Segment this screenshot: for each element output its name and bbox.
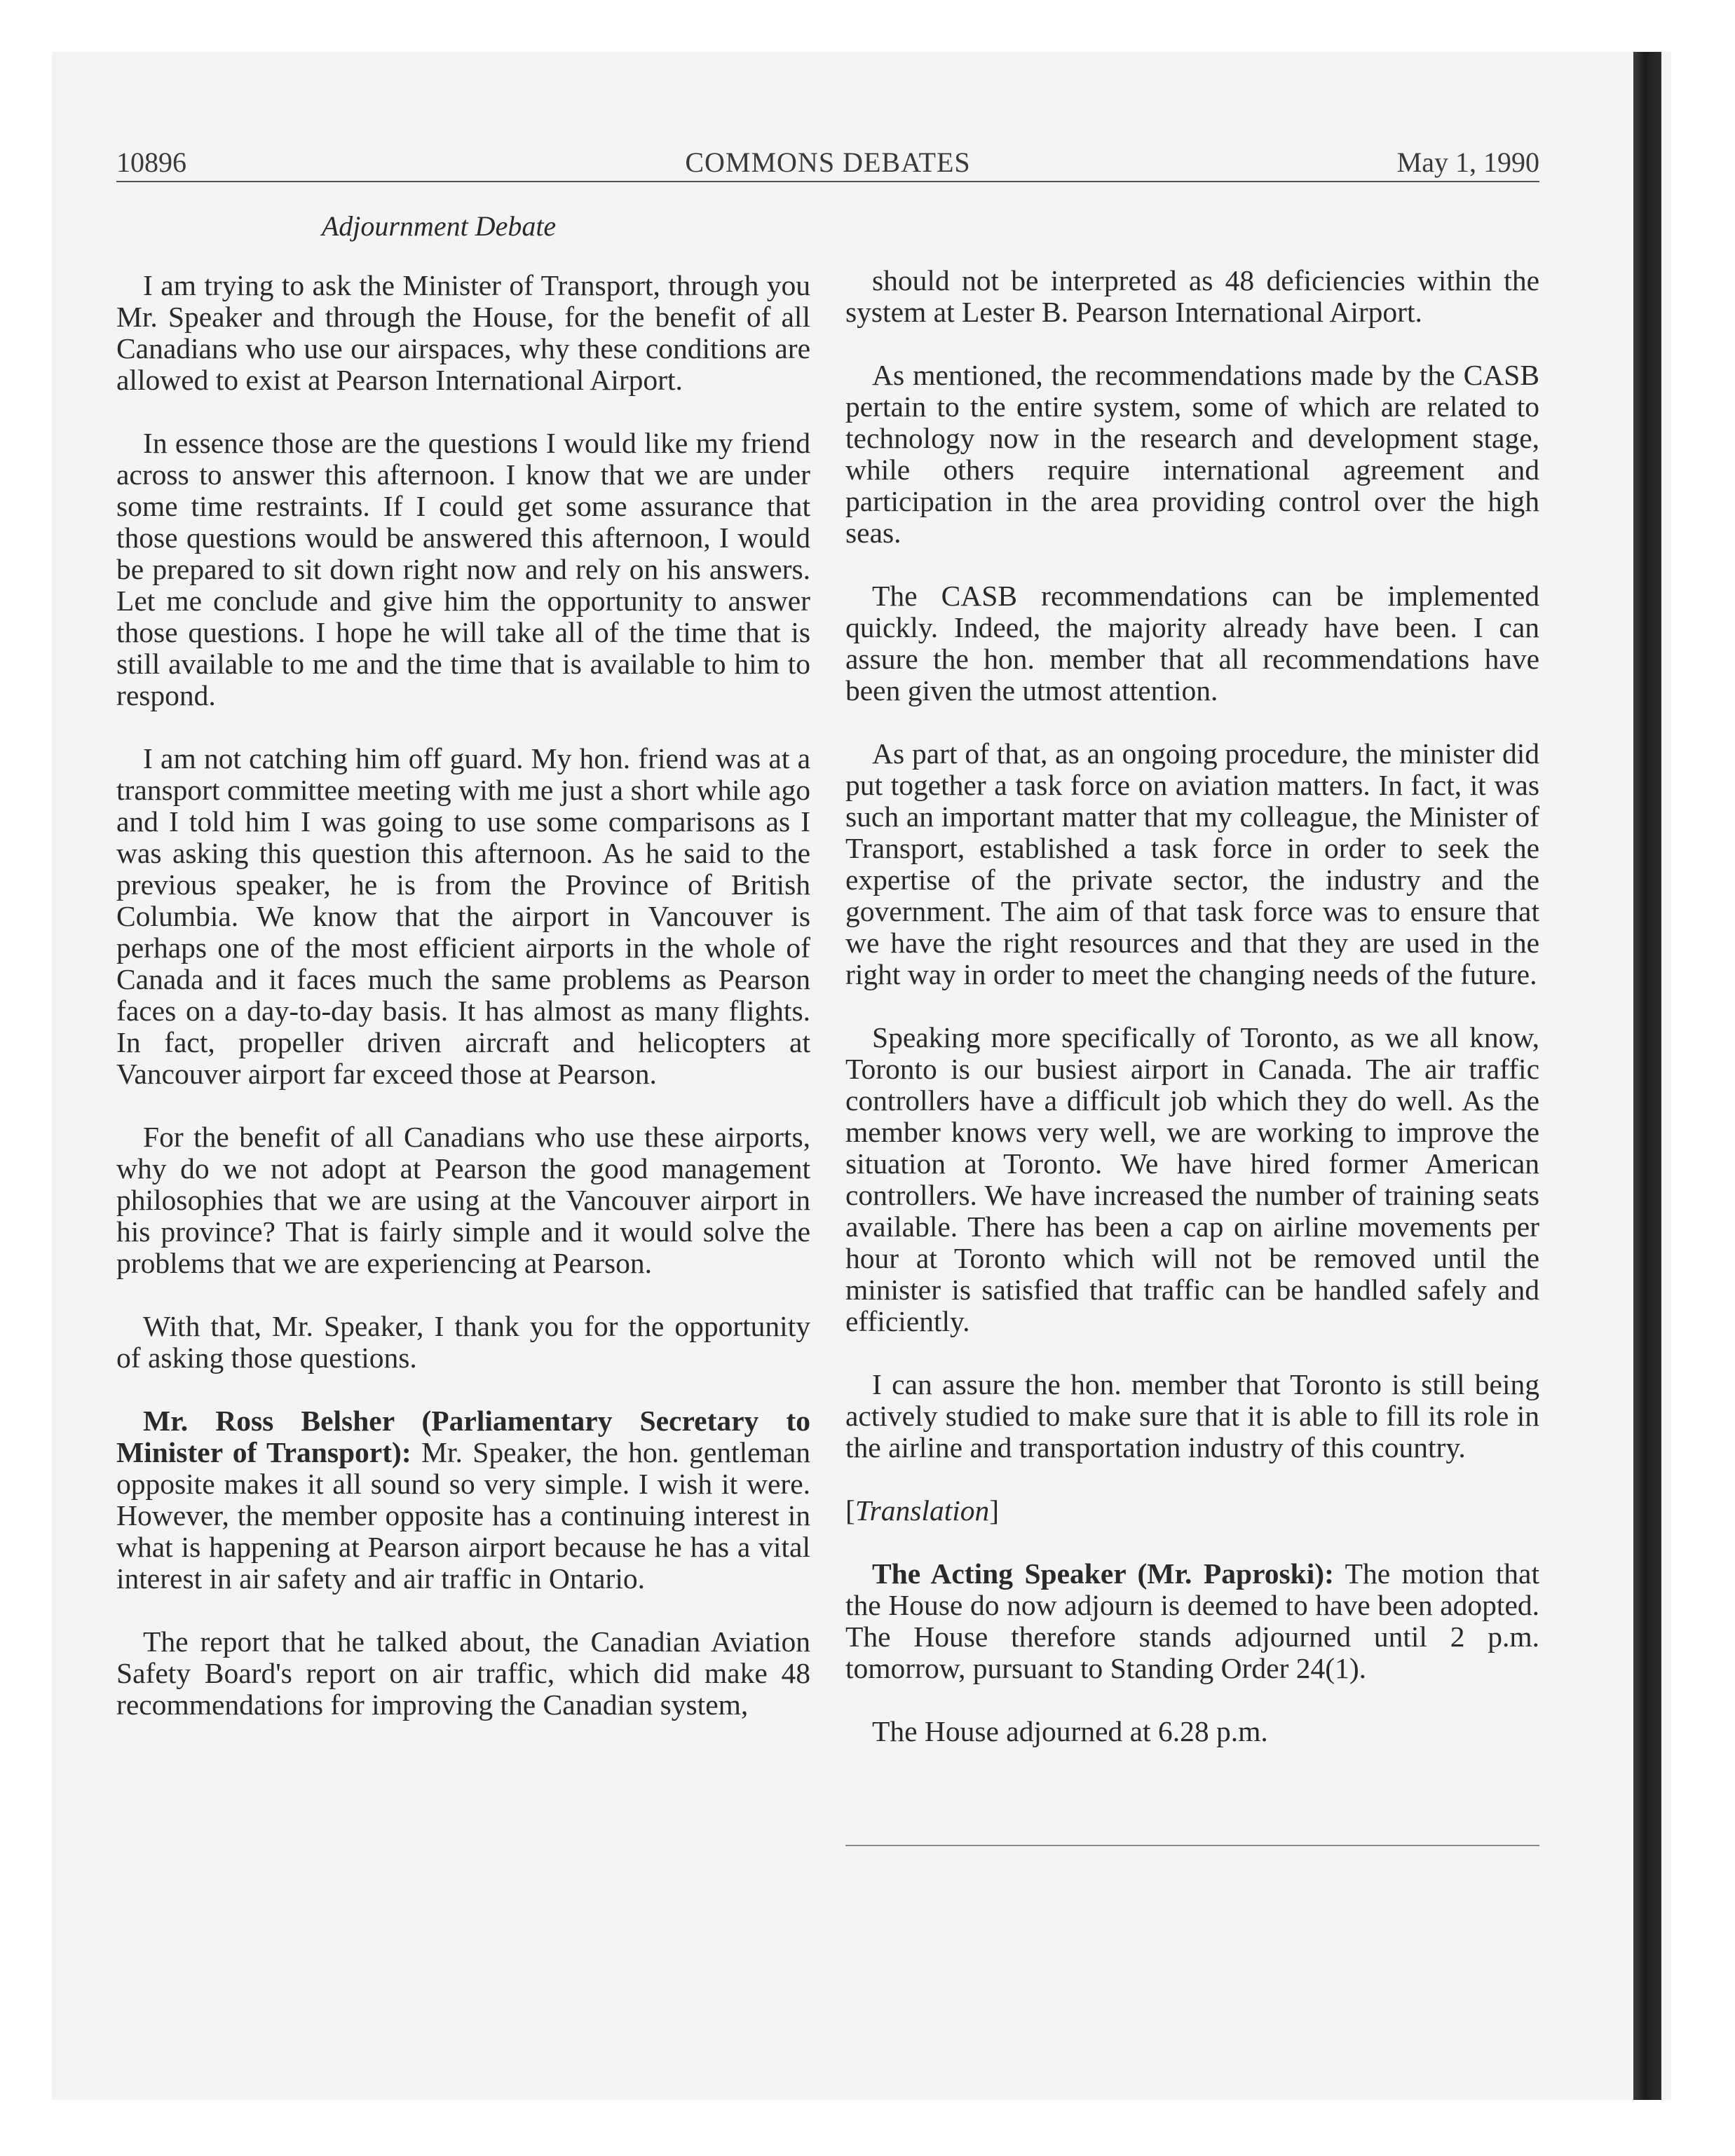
paragraph: With that, Mr. Speaker, I thank you for the opportunity of asking those questions.: [116, 1310, 810, 1374]
header-rule: [116, 181, 1539, 182]
paragraph: I am not catching him off guard. My hon. friend was at a transport committee meeting with me just a short while ago and I told him I was going to use some comparisons as I was asking this question this afternoon. As he said to the previous speaker, he is from the Province of British Columbia. We know that the airport in Vancouver is perhaps one of the most efficient airports in the whole of Canada and it faces much the same problems as Pearson faces on a day-to-day basis. It has almost as many flights. In fact, propeller driven aircraft and helicopters at Vancouver airport far exceed those at Pearson.: [116, 742, 810, 1090]
page-header: [116, 139, 1539, 182]
adjournment-note: The House adjourned at 6.28 p.m.: [872, 1715, 1268, 1747]
paragraph: In essence those are the questions I would like my friend across to answer this afternoon. I know that we are under some time restraints. If I could get some assurance that those questions would be answered this afternoon, I would be prepared to sit down right now and rely on his answers. Let me conclude and give him the opportunity to answer those questions. I hope he will take all of the time that is still available to me and the time that is available to him to respond.: [116, 427, 810, 711]
paragraph: Speaking more specifically of Toronto, as we all know, Toronto is our busiest airport in Canada. The air traffic controllers have a difficult job which they do well. As the member knows very well, we are working to improve the situation at Toronto. We have hired former American controllers. We have increased the number of training seats available. There has been a cap on airline movements per hour at Toronto which will not be removed until the minister is satisfied that traffic can be handled safely and efficiently.: [845, 1021, 1539, 1337]
speech-paragraph: [116, 1405, 810, 1595]
bracket-close: ]: [989, 1494, 1000, 1527]
translation-label: Translation: [855, 1494, 990, 1527]
speech-text: Mr. Speaker, the hon. gentleman opposite makes it all sound so very simple. I wish it were. However, the member opposite has a continuing interest in what is happening at Pearson airport because he has a vital interest in air safety and air traffic in Ontario.: [116, 1436, 810, 1595]
speaker-name: The Acting Speaker (Mr. Paproski):: [872, 1557, 1334, 1590]
speaker-name: Mr. Ross Belsher (Parliamentary Secretary to Minister of Transport):: [116, 1405, 810, 1468]
paragraph: The CASB recommendations can be implemented quickly. Indeed, the majority already have been. I can assure the hon. member that all recommendations have been given the utmost attention.: [845, 580, 1539, 707]
translation-marker: [845, 1495, 1539, 1527]
paragraph: As part of that, as an ongoing procedure, the minister did put together a task force on aviation matters. In fact, it was such an important matter that my colleague, the Minister of Transport, established a task force in order to seek the expertise of the private sector, the industry and the government. The aim of that task force was to ensure that we have the right resources and that they are used in the right way in order to meet the changing needs of the future.: [845, 737, 1539, 990]
paragraph: should not be interpreted as 48 deficiencies within the system at Lester B. Pearson International Airport.: [845, 264, 1539, 328]
paragraph: As mentioned, the recommendations made by the CASB pertain to the entire system, some of which are related to technology now in the research and development stage, while others require international agreement and participation in the area providing control over the high seas.: [845, 359, 1539, 549]
paragraph: For the benefit of all Canadians who use these airports, why do we not adopt at Pearson the good management philosophies that we are using at the Vancouver airport in his province? That is fairly simple and it would solve the problems that we are experiencing at Pearson.: [116, 1121, 810, 1279]
scan-binding-edge: [1633, 52, 1661, 2100]
paragraph: I can assure the hon. member that Toronto is still being actively studied to make sure that it is able to fill its role in the airline and transportation industry of this country.: [845, 1368, 1539, 1464]
paragraph: The report that he talked about, the Canadian Aviation Safety Board's report on air traffic, which did make 48 recommendations for improving the Canadian system,: [116, 1625, 810, 1721]
right-column: [845, 265, 1539, 1779]
speech-paragraph: [845, 1558, 1539, 1684]
page-date: May 1, 1990: [1396, 146, 1539, 178]
publication-title: COMMONS DEBATES: [685, 146, 971, 178]
left-column: [116, 210, 810, 1752]
section-title: Adjournment Debate: [321, 210, 557, 242]
page-number: 10896: [116, 146, 186, 178]
paragraph: I am trying to ask the Minister of Transport, through you Mr. Speaker and through the House, for the benefit of all Canadians who use our airspaces, why these conditions are allowed to exist at Pearson International Airport.: [116, 269, 810, 396]
speech-text: The motion that the House do now adjourn is deemed to have been adopted. The House therefore stands adjourned until 2 p.m. tomorrow, pursuant to Standing Order 24(1).: [845, 1557, 1539, 1684]
bottom-rule: [845, 1845, 1539, 1846]
bracket-open: [: [845, 1494, 855, 1527]
